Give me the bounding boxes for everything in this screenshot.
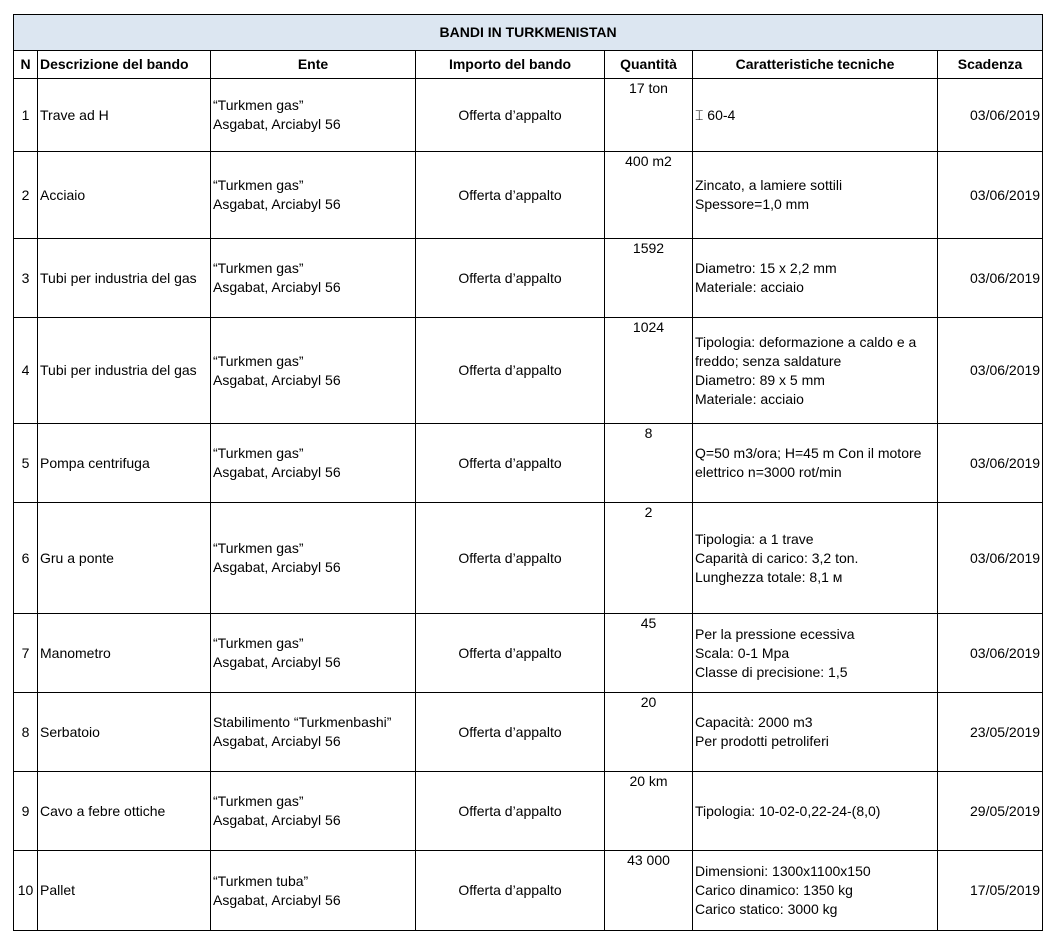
row-importo: Offerta d’appalto [416, 851, 605, 931]
row-importo: Offerta d’appalto [416, 152, 605, 239]
caratteristica-line: Tipologia: deformazione a caldo e a freddo; senza saldature [695, 333, 917, 369]
caratteristica-line: Diametro: 89 x 5 mm [695, 371, 825, 388]
row-importo: Offerta d’appalto [416, 772, 605, 851]
row-ente [211, 424, 416, 503]
row-caratteristiche [693, 693, 938, 772]
row-scadenza: 03/06/2019 [938, 79, 1043, 152]
row-number: 6 [14, 503, 38, 614]
row-ente [211, 318, 416, 424]
row-importo: Offerta d’appalto [416, 503, 605, 614]
row-scadenza: 03/06/2019 [938, 239, 1043, 318]
row-descrizione: Tubi per industria del gas [38, 318, 211, 424]
row-caratteristiche [693, 851, 938, 931]
ente-line: “Turkmen gas” [213, 793, 304, 809]
caratteristica-line: Scala: 0-1 Mpa [695, 644, 790, 661]
caratteristica-line: Tipologia: a 1 trave [695, 530, 814, 547]
row-importo: Offerta d’appalto [416, 79, 605, 152]
row-ente [211, 693, 416, 772]
row-descrizione: Trave ad H [38, 79, 211, 152]
row-caratteristiche [693, 152, 938, 239]
ente-line: Asgabat, Arciabyl 56 [213, 812, 341, 828]
caratteristica-line: Tipologia: 10-02-0,22-24-(8,0) [695, 802, 881, 819]
row-quantita: 43 000 [605, 851, 693, 931]
table-row [14, 503, 1043, 614]
row-quantita: 1024 [605, 318, 693, 424]
ente-line: Asgabat, Arciabyl 56 [213, 116, 341, 132]
caratteristica-line: Dimensioni: 1300x1100x150 [695, 863, 871, 879]
table-body [14, 79, 1043, 931]
ente-line: Asgabat, Arciabyl 56 [213, 371, 341, 388]
row-scadenza: 17/05/2019 [938, 851, 1043, 931]
row-caratteristiche [693, 772, 938, 851]
table-row [14, 614, 1043, 693]
caratteristica-line: Zincato, a lamiere sottili [695, 177, 843, 193]
row-quantita: 20 [605, 693, 693, 772]
row-quantita: 2 [605, 503, 693, 614]
row-scadenza: 03/06/2019 [938, 503, 1043, 614]
table-header-row [14, 51, 1043, 79]
row-number: 10 [14, 851, 38, 931]
row-descrizione: Manometro [38, 614, 211, 693]
row-quantita: 17 ton [605, 79, 693, 152]
ente-line: Asgabat, Arciabyl 56 [213, 891, 341, 908]
caratteristica-line: Materiale: acciaio [695, 390, 804, 407]
ente-line: Asgabat, Arciabyl 56 [213, 559, 341, 575]
row-number: 1 [14, 79, 38, 152]
row-descrizione: Tubi per industria del gas [38, 239, 211, 318]
row-quantita: 45 [605, 614, 693, 693]
row-number: 5 [14, 424, 38, 503]
ente-line: “Turkmen gas” [213, 260, 304, 276]
row-caratteristiche [693, 424, 938, 503]
row-number: 7 [14, 614, 38, 693]
caratteristica-line: ⌶ 60-4 [695, 106, 736, 123]
row-descrizione: Cavo a febre ottiche [38, 772, 211, 851]
caratteristica-line: Carico statico: 3000 kg [695, 901, 838, 917]
ente-line: Asgabat, Arciabyl 56 [213, 733, 341, 749]
caratteristica-line: Per la pressione ecessiva [695, 625, 855, 642]
row-number: 8 [14, 693, 38, 772]
table-row [14, 152, 1043, 239]
row-ente [211, 772, 416, 851]
ente-line: Stabilimento “Turkmenbashi” [213, 714, 392, 730]
row-importo: Offerta d’appalto [416, 239, 605, 318]
ente-line: “Turkmen gas” [213, 445, 304, 461]
row-importo: Offerta d’appalto [416, 614, 605, 693]
row-ente [211, 614, 416, 693]
header-importo: Importo del bando [416, 51, 605, 79]
header-scadenza: Scadenza [938, 51, 1043, 79]
ente-line: “Turkmen gas” [213, 352, 304, 369]
row-quantita: 8 [605, 424, 693, 503]
table-row [14, 424, 1043, 503]
table-row [14, 318, 1043, 424]
ente-line: Asgabat, Arciabyl 56 [213, 464, 341, 480]
header-descrizione: Descrizione del bando [38, 51, 211, 79]
table-row [14, 239, 1043, 318]
table-row [14, 772, 1043, 851]
ente-line: “Turkmen gas” [213, 540, 304, 556]
row-caratteristiche [693, 239, 938, 318]
header-n: N [14, 51, 38, 79]
row-scadenza: 03/06/2019 [938, 318, 1043, 424]
caratteristica-line: Per prodotti petroliferi [695, 733, 829, 749]
row-ente [211, 503, 416, 614]
table-row [14, 79, 1043, 152]
ente-line: “Turkmen tuba” [213, 872, 309, 889]
caratteristica-line: Classe di precisione: 1,5 [695, 663, 848, 680]
row-caratteristiche [693, 318, 938, 424]
ente-line: Asgabat, Arciabyl 56 [213, 196, 341, 212]
caratteristica-line: Diametro: 15 x 2,2 mm [695, 260, 837, 276]
ente-line: “Turkmen gas” [213, 177, 304, 193]
row-descrizione: Serbatoio [38, 693, 211, 772]
caratteristica-line: Carico dinamico: 1350 kg [695, 882, 853, 898]
row-scadenza: 23/05/2019 [938, 693, 1043, 772]
row-descrizione: Pompa centrifuga [38, 424, 211, 503]
caratteristica-line: Materiale: acciaio [695, 279, 804, 295]
row-descrizione: Pallet [38, 851, 211, 931]
table-title: BANDI IN TURKMENISTAN [14, 15, 1043, 51]
ente-line: Asgabat, Arciabyl 56 [213, 654, 341, 670]
ente-line: “Turkmen gas” [213, 97, 304, 113]
row-ente [211, 79, 416, 152]
ente-line: Asgabat, Arciabyl 56 [213, 279, 341, 295]
row-ente [211, 239, 416, 318]
table-row [14, 693, 1043, 772]
caratteristica-line: Spessore=1,0 mm [695, 196, 809, 212]
row-scadenza: 03/06/2019 [938, 424, 1043, 503]
row-scadenza: 29/05/2019 [938, 772, 1043, 851]
row-quantita: 20 km [605, 772, 693, 851]
row-importo: Offerta d’appalto [416, 424, 605, 503]
caratteristica-line: Lunghezza totale: 8,1 м [695, 568, 843, 585]
row-caratteristiche [693, 503, 938, 614]
header-ente: Ente [211, 51, 416, 79]
caratteristica-line: Q=50 m3/ora; H=45 m Con il motore elettrico n=3000 rot/min [695, 445, 922, 480]
row-quantita: 1592 [605, 239, 693, 318]
caratteristica-line: Capacità: 2000 m3 [695, 714, 813, 730]
row-scadenza: 03/06/2019 [938, 614, 1043, 693]
row-importo: Offerta d’appalto [416, 318, 605, 424]
row-number: 4 [14, 318, 38, 424]
row-caratteristiche [693, 614, 938, 693]
row-caratteristiche [693, 79, 938, 152]
row-importo: Offerta d’appalto [416, 693, 605, 772]
bandi-table [13, 14, 1043, 931]
table-row [14, 851, 1043, 931]
ente-line: “Turkmen gas” [213, 635, 304, 651]
row-ente [211, 851, 416, 931]
header-quantita: Quantità [605, 51, 693, 79]
row-scadenza: 03/06/2019 [938, 152, 1043, 239]
row-descrizione: Gru a ponte [38, 503, 211, 614]
header-caratteristiche: Caratteristiche tecniche [693, 51, 938, 79]
row-ente [211, 152, 416, 239]
table-title-row [14, 15, 1043, 51]
caratteristica-line: Caparità di carico: 3,2 ton. [695, 549, 859, 566]
row-number: 9 [14, 772, 38, 851]
row-number: 3 [14, 239, 38, 318]
row-number: 2 [14, 152, 38, 239]
row-descrizione: Acciaio [38, 152, 211, 239]
row-quantita: 400 m2 [605, 152, 693, 239]
